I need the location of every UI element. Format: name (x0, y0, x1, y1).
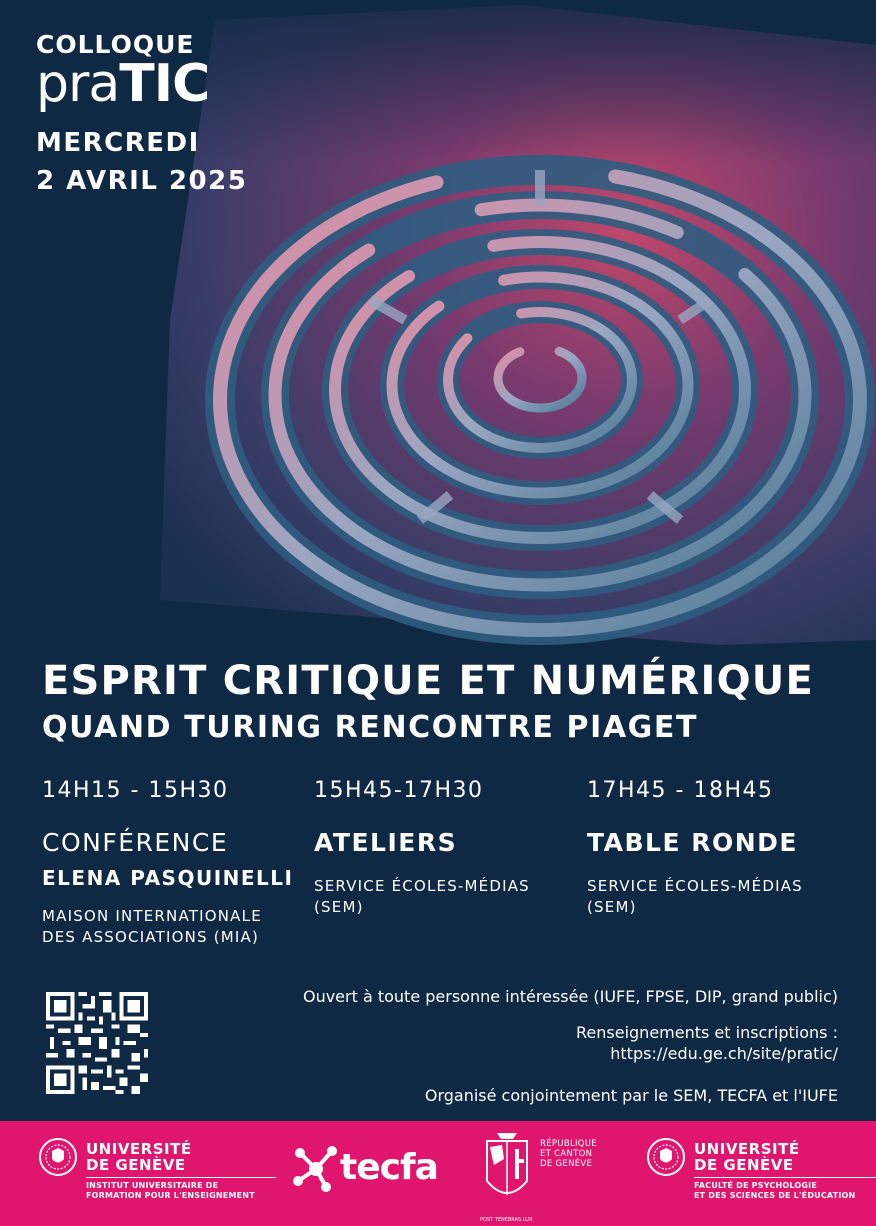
colloque-label: COLLOQUE (36, 30, 195, 59)
session-type: ATELIERS (314, 828, 458, 857)
event-name-prefix: pra (36, 54, 120, 114)
unige-seal-icon (38, 1137, 78, 1177)
session-location (314, 876, 576, 918)
event-day: MERCREDI (36, 128, 200, 158)
event-date (36, 124, 247, 200)
unige-sub-text (86, 1177, 276, 1201)
location-line: SERVICE ÉCOLES-MÉDIAS (587, 877, 803, 895)
qr-code[interactable] (46, 992, 148, 1094)
republique-text (540, 1139, 630, 1169)
audience-text: Ouvert à toute personne intéressée (IUFE, FPSE, DIP, grand public) (302, 987, 838, 1006)
session-type: TABLE RONDE (587, 828, 798, 857)
footer-logos (0, 1121, 876, 1226)
unige-name-line: DE GENÈVE (694, 1156, 794, 1174)
program-column-ateliers (314, 778, 576, 918)
location-line: DES ASSOCIATIONS (MIA) (42, 928, 260, 946)
event-name-suffix: TIC (119, 54, 210, 114)
session-location (42, 906, 304, 948)
location-line: (SEM) (314, 898, 364, 916)
session-location (587, 876, 849, 918)
subtitle: QUAND TURING RENCONTRE PIAGET (42, 710, 699, 745)
unige-name-line: UNIVERSITÉ (86, 1140, 192, 1158)
event-full-date: 2 AVRIL 2025 (36, 166, 248, 196)
main-title: ESPRIT CRITIQUE ET NUMÉRIQUE (42, 658, 814, 704)
event-header (36, 32, 247, 200)
session-type: CONFÉRENCE (42, 828, 229, 857)
unige-sub-line: FORMATION POUR L'ENSEIGNEMENT (86, 1191, 255, 1200)
unige-fpse-text (694, 1141, 876, 1201)
unige-sub-line: INSTITUT UNIVERSITAIRE DE (86, 1181, 219, 1190)
tecfa-network-icon (290, 1143, 342, 1195)
unige-sub-line: ET DES SCIENCES DE L'ÉDUCATION (694, 1191, 856, 1200)
contact-url-link[interactable]: https://edu.ge.ch/site/pratic/ (610, 1044, 838, 1063)
program-column-conference (42, 778, 304, 948)
session-time: 17H45 - 18H45 (587, 778, 774, 803)
location-line: SERVICE ÉCOLES-MÉDIAS (314, 877, 530, 895)
republique-line: DE GENÈVE (540, 1159, 593, 1169)
location-line: MAISON INTERNATIONALE (42, 907, 262, 925)
unige-name-line: DE GENÈVE (86, 1156, 186, 1174)
republique-line: ET CANTON (540, 1149, 593, 1159)
unige-name-line: UNIVERSITÉ (694, 1140, 800, 1158)
unige-iufe-text (86, 1141, 276, 1201)
event-name (36, 56, 247, 112)
unige-sub-line: FACULTÉ DE PSYCHOLOGIE (694, 1181, 817, 1190)
organizers-text: Organisé conjointement par le SEM, TECFA et l'IUFE (424, 1086, 838, 1105)
geneva-coat-of-arms-icon (482, 1129, 532, 1213)
program-column-table-ronde (587, 778, 849, 918)
motto-text: POST TENEBRAS LUX (480, 1217, 533, 1223)
unige-seal-icon (646, 1137, 686, 1177)
location-line: (SEM) (587, 898, 637, 916)
unige-sub-text (694, 1177, 876, 1201)
republique-line: RÉPUBLIQUE (540, 1139, 597, 1149)
speaker-name: ELENA PASQUINELLI (42, 866, 294, 890)
session-time: 15H45-17H30 (314, 778, 484, 803)
tecfa-wordmark: tecfa (340, 1147, 438, 1188)
session-time: 14H15 - 15H30 (42, 778, 229, 803)
contact-label: Renseignements et inscriptions : (576, 1023, 838, 1042)
